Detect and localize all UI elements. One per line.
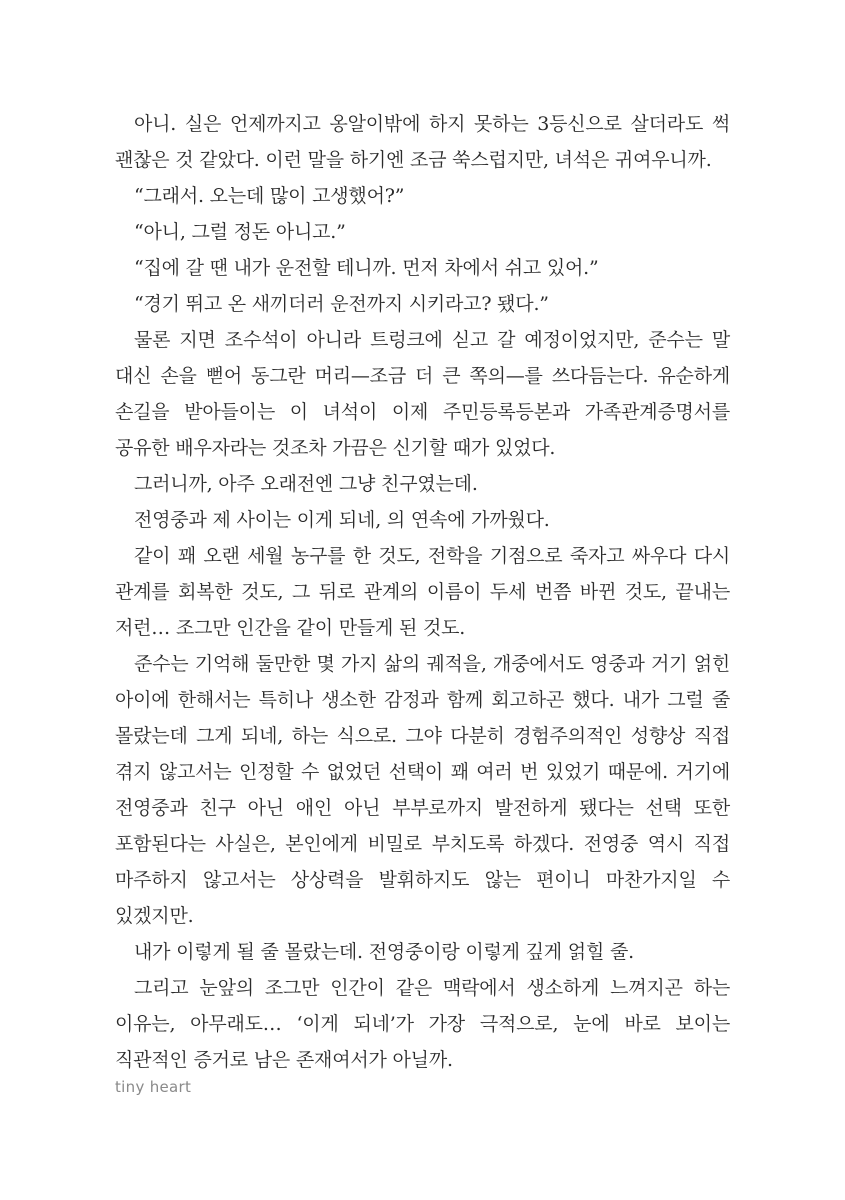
paragraph: 내가 이렇게 될 줄 몰랐는데. 전영중이랑 이렇게 깊게 얽힐 줄. (134, 941, 634, 963)
dialogue-line: “집에 갈 땐 내가 운전할 테니까. 먼저 차에서 쉬고 있어.” (134, 257, 599, 279)
paragraph: 전영중과 제 사이는 이게 되네, 의 연속에 가까웠다. (134, 509, 550, 531)
dialogue-line: “경기 뛰고 온 새끼더러 운전까지 시키라고? 됐다.” (134, 293, 549, 315)
paragraph: 준수는 기억해 둘만한 몇 가지 삶의 궤적을, 개중에서도 영중과 거기 얽힌 아이에 한해서는 특히나 생소한 감정과 함께 회고하곤 했다. 내가 그럴 줄 몰랐는데 그게 되네, 하는 식으로. 그야 다분히 경험주의적인 성향상 직접 겪지 않고서는 인정할 수 없었던 선택이 꽤 여러 번 있었기 때문에. 거기에 전영중과 친구 아닌 애인 아닌 부부로까지 발전하게 됐다는 선택 또한 포함된다는 사실은, 본인에게 비밀로 부치도록 하겠다. 전영중 역시 직접 마주하지 않고서는 상상력을 발휘하지도 않는 편이니 마찬가지일 수 있겠지만. (115, 653, 730, 927)
paragraph: 그러니까, 아주 오래전엔 그냥 친구였는데. (134, 473, 478, 495)
page-body-text (115, 106, 730, 1078)
dialogue-line: “그래서. 오는데 많이 고생했어?” (134, 185, 405, 207)
dialogue-line: “아니, 그럴 정돈 아니고.” (134, 221, 346, 243)
paragraph: 물론 지면 조수석이 아니라 트렁크에 싣고 갈 예정이었지만, 준수는 말 대신 손을 뻗어 동그란 머리—조금 더 큰 쪽의—를 쓰다듬는다. 유순하게 손길을 받아들이는 이 녀석이 이제 주민등록등본과 가족관계증명서를 공유한 배우자라는 것조차 가끔은 신기할 때가 있었다. (115, 329, 730, 459)
paragraph: 아니. 실은 언제까지고 옹알이밖에 하지 못하는 3등신으로 살더라도 썩 괜찮은 것 같았다. 이런 말을 하기엔 조금 쑥스럽지만, 녀석은 귀여우니까. (115, 113, 730, 171)
paragraph: 같이 꽤 오랜 세월 농구를 한 것도, 전학을 기점으로 죽자고 싸우다 다시 관계를 회복한 것도, 그 뒤로 관계의 이름이 두세 번쯤 바뀐 것도, 끝내는 저런… 조그만 인간을 같이 만들게 된 것도. (115, 545, 730, 639)
page-footer-title: tiny heart (115, 1078, 192, 1096)
paragraph: 그리고 눈앞의 조그만 인간이 같은 맥락에서 생소하게 느껴지곤 하는 이유는, 아무래도… ‘이게 되네’가 가장 극적으로, 눈에 바로 보이는 직관적인 증거로 남은 존재여서가 아닐까. (115, 977, 730, 1071)
